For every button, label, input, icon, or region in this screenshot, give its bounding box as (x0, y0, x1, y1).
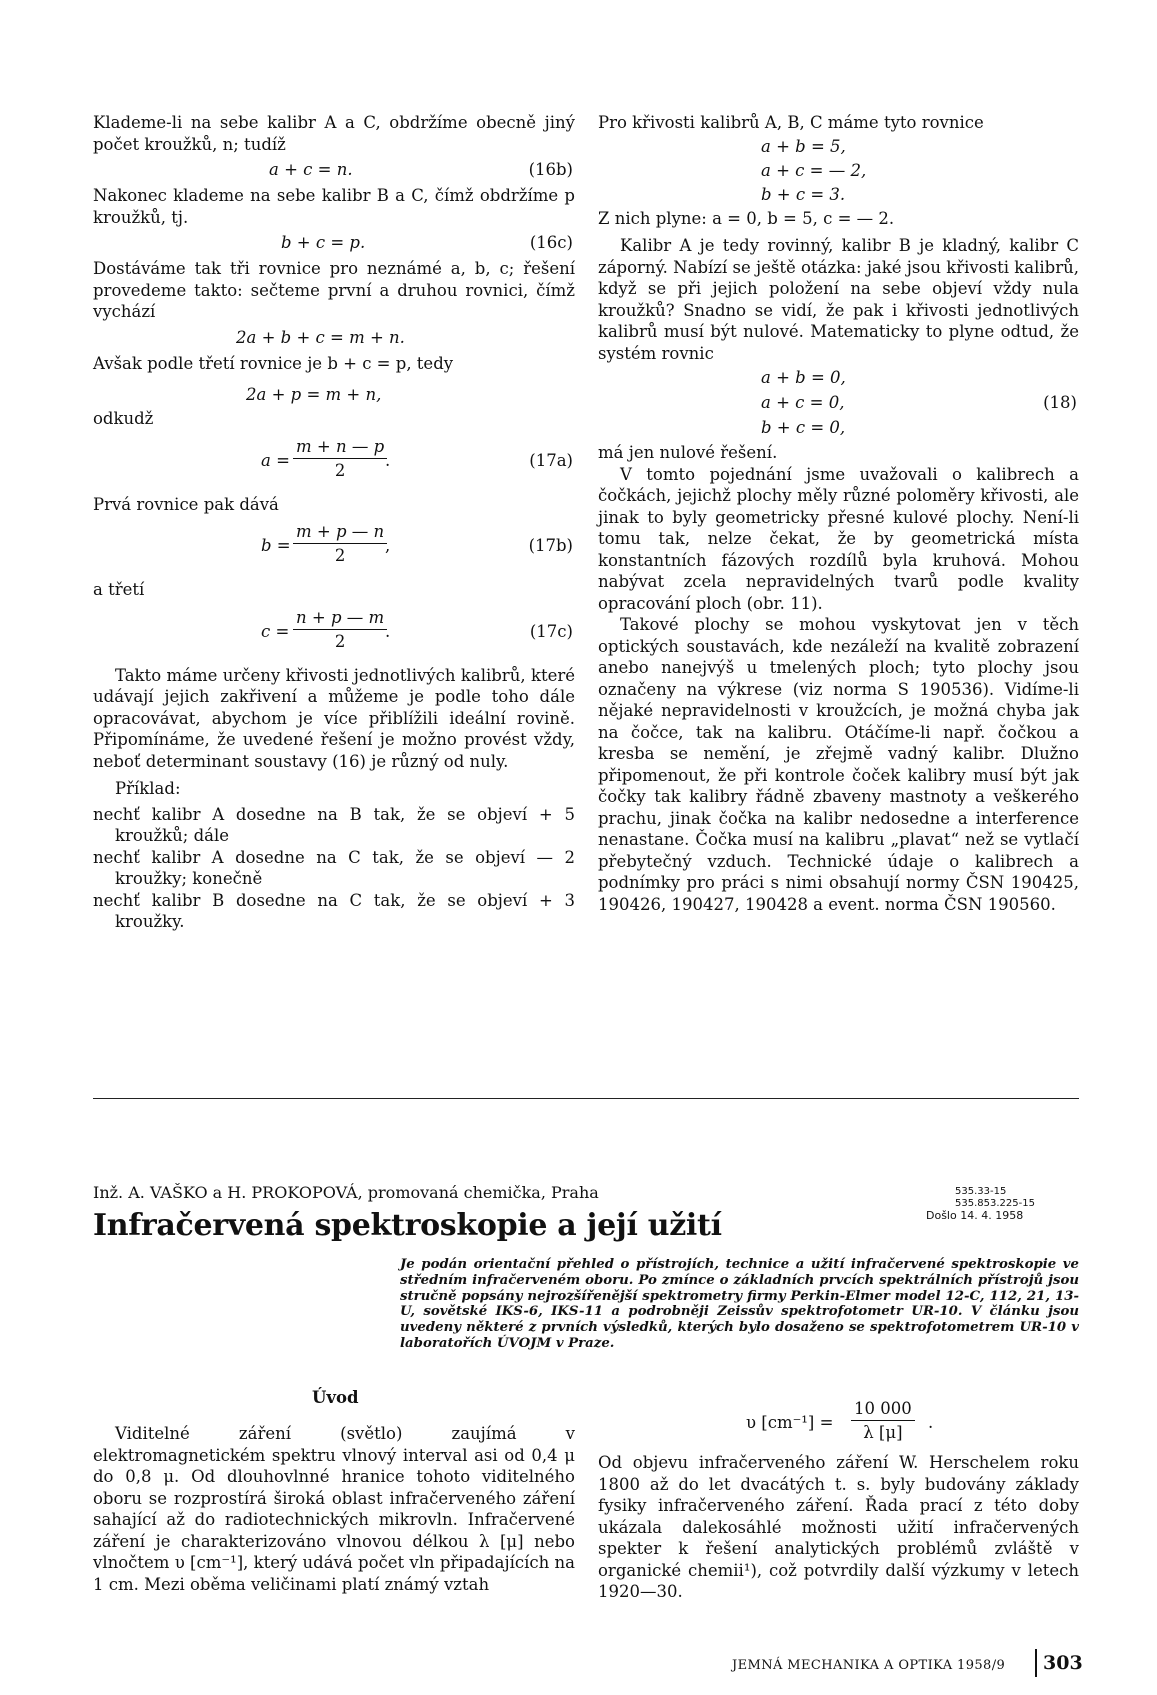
equation-text: a + c = 0, (761, 393, 845, 412)
fraction-numerator: n + p — m (293, 607, 387, 630)
equation-number: (18) (1043, 393, 1077, 412)
fraction-numerator: m + n — p (293, 436, 387, 459)
fraction-numerator: 10 000 (851, 1398, 915, 1421)
fraction-numerator: m + p — n (293, 521, 387, 544)
equation-text: b + c = 0, (761, 418, 846, 437)
equation-sum (93, 327, 575, 349)
classification-codes (955, 1186, 1035, 1209)
equation-system-1c (598, 184, 1079, 206)
equation-17a (93, 436, 575, 486)
equation-substitution (93, 384, 575, 406)
equation-punctuation: . (385, 450, 391, 470)
equation-text: b + c = p. (281, 233, 366, 252)
equation-system-2b (598, 392, 1079, 414)
fraction-denominator: 2 (334, 546, 346, 565)
example-item: nechť kalibr B dosedne na C tak, že se objeví + 3 kroužky. (93, 890, 575, 931)
footer-separator (1035, 1649, 1037, 1677)
equation-lhs: c = (261, 621, 290, 641)
equation-text: 2a + b + c = m + n. (236, 327, 405, 347)
paragraph: Kalibr A je tedy rovinný, kalibr B je kladný, kalibr C záporný. Nabízí se ještě otázka: jaké jsou křivosti kalibrů, když se při jejich položení na sebe objeví vždy nula kroužků? Snadno se vidí, že pak i křivosti jednotlivých kalibrů musí být nulové. Matematicky to plyne odtud, že systém rovnic (598, 236, 1079, 363)
paragraph: Dostáváme tak tři rovnice pro neznámé a, b, c; řešení provedeme takto: sečteme první a druhou rovnici, čímž vychází (93, 259, 575, 321)
intro-left-column (93, 1423, 575, 1595)
fraction (293, 436, 387, 483)
example-item: nechť kalibr A dosedne na B tak, že se objeví + 5 kroužků; dále (93, 804, 575, 845)
paragraph: Klademe-li na sebe kalibr A a C, obdržíme obecně jiný počet kroužků, n; tudíž (93, 113, 575, 154)
fraction (851, 1398, 915, 1445)
equation-17c (93, 607, 575, 657)
paragraph: Od objevu infračerveného záření W. Herschelem roku 1800 až do let dvacátých t. s. byly budovány základy fysiky infračerveného záření. Řada prací z této doby ukázala dalekosáhlé možnosti užití infračervených spekter k řešení analytických problémů zvláště v organické chemii¹), což potvrdily další výzkumy v letech 1920—30. (598, 1453, 1079, 1601)
paragraph: Viditelné záření (světlo) zaujímá v elektromagnetickém spektru vlnový interval asi od 0,4 μ do 0,8 μ. Od dlouhovlnné hranice tohoto viditelného oboru se rozprostírá široká oblast infračerveného záření sahající až do radiotechnických mikrovln. Infračervené záření je charakterizováno vlnovou délkou λ [μ] nebo vlnočtem υ [cm⁻¹], který udává počet vln připadajících na 1 cm. Mezi oběma veličinami platí známý vztah (93, 1424, 575, 1594)
paragraph: a třetí (93, 580, 145, 599)
equation-system-2a (598, 367, 1079, 389)
paragraph: Prvá rovnice pak dává (93, 494, 279, 514)
classification-code: 535.33-15 (955, 1186, 1007, 1197)
article-title: Infračervená spektroskopie a její užití (93, 1208, 722, 1243)
section-heading: Úvod (312, 1388, 359, 1407)
equation-text: 2a + p = m + n, (246, 385, 382, 404)
authors-affiliation: promovaná chemička, Praha (362, 1183, 599, 1202)
equation-punctuation: . (385, 621, 391, 641)
wavenumber-formula (598, 1398, 1079, 1448)
paragraph: má jen nulové řešení. (598, 443, 778, 462)
example-heading: Příklad: (115, 779, 181, 798)
equation-17b (93, 521, 575, 571)
equation-16b (93, 159, 575, 181)
equation-lhs: b = (261, 536, 291, 555)
fraction (293, 607, 387, 654)
intro-right-column (598, 1398, 1079, 1603)
section-divider (93, 1098, 1079, 1099)
equation-number: (16c) (529, 233, 573, 252)
formula-lhs: υ [cm⁻¹] = (746, 1413, 834, 1432)
equation-number: (17a) (529, 450, 573, 470)
equation-system-1b (598, 160, 1079, 182)
paragraph: Avšak podle třetí rovnice je b + c = p, tedy (93, 353, 454, 373)
equation-text: a + c = n. (269, 160, 353, 179)
equation-system-1a (598, 136, 1079, 158)
paragraph: Nakonec klademe na sebe kalibr B a C, čímž obdržíme p kroužků, tj. (93, 186, 575, 227)
formula-punctuation: . (928, 1413, 934, 1432)
article-authors (93, 1183, 599, 1202)
equation-lhs: a = (261, 450, 290, 470)
paragraph: Pro křivosti kalibrů A, B, C máme tyto rovnice (598, 113, 984, 132)
paragraph: Takto máme určeny křivosti jednotlivých kalibrů, které udávají jejich zakřivení a můžeme je podle toho dále opracovávat, abychom je více přiblížili ideální rovině. Připomínáme, že uvedené řešení je možno provést vždy, neboť determinant soustavy (16) je různý od nuly. (93, 665, 575, 771)
journal-name: JEMNÁ MECHANIKA A OPTIKA 1958/9 (732, 1658, 1006, 1673)
right-column (598, 112, 1079, 915)
authors-names: Inž. A. VAŠKO a H. PROKOPOVÁ, (93, 1183, 363, 1202)
fraction-denominator: λ [μ] (863, 1423, 903, 1442)
equation-text: b + c = 3. (761, 184, 846, 204)
equation-number: (17b) (528, 536, 573, 555)
equation-number: (16b) (528, 160, 573, 179)
equation-number: (17c) (529, 621, 573, 641)
equation-text: a + c = — 2, (761, 160, 867, 180)
fraction-denominator: 2 (334, 460, 346, 480)
equation-punctuation: , (385, 536, 391, 555)
received-date: Došlo 14. 4. 1958 (926, 1209, 1024, 1222)
equation-text: a + b = 5, (761, 136, 846, 156)
article-abstract: Je podán orientační přehled o přístrojích, technice a užití infračervené spektroskopie ve středním infračerveném oboru. Po zmínce o základních prvcích spektrálních přístrojů jsou stručně popsány nejrozšířenější spektrometry firmy Perkin-Elmer model 12-C, 112, 21, 13-U, sovětské IKS-6, IKS-11 a podrobněji Zeissův spektrofotometr UR-10. V článku jsou uvedeny některé z prvních výsledků, kterých bylo dosaženo se spektrofotometrem UR-10 v laboratořích ÚVOJM v Praze. (400, 1257, 1079, 1351)
example-item: nechť kalibr A dosedne na C tak, že se objeví — 2 kroužky; konečně (93, 847, 575, 888)
page-number: 303 (1043, 1652, 1083, 1674)
equation-system-2c (598, 417, 1079, 439)
paragraph: Z nich plyne: a = 0, b = 5, c = — 2. (598, 208, 895, 228)
left-column (93, 112, 575, 933)
paragraph: Takové plochy se mohou vyskytovat jen v těch optických soustavách, kde nezáleží na kvalitě zobrazení anebo nanejvýš u tmelených ploch; tyto plochy jsou označeny na výkrese (viz norma S 190536). Vidíme-li nějaké nepravidelnosti v kroužcích, je možná chyba jak na čočce, tak na kalibru. Otáčíme-li např. čočkou a kresba se nemění, je zřejmě vadný kalibr. Dlužno připomenout, že při kontrole čoček kalibry musí být jak čočky tak kalibry řádně zbaveny mastnoty a veškerého prachu, jinak čočka na kalibr nedosedne a interference nenastane. Čočka musí na kalibru „plavat“ než se vytlačí přebytečný vzduch. Technické údaje o kalibrech a podnímky pro práci s nimi obsahují normy ČSN 190425, 190426, 190427, 190428 a event. norma ČSN 190560. (598, 615, 1079, 914)
paragraph: V tomto pojednání jsme uvažovali o kalibrech a čočkách, jejichž plochy měly různé poloměry křivosti, ale jinak to byly geometricky přesné kulové plochy. Není-li tomu tak, nelze čekat, že by geometrická místa konstantních fázových rozdílů byla kruhová. Mohou nabývat zcela nepravidelných tvarů podle kvality opracování ploch (obr. 11). (598, 464, 1079, 613)
paragraph: odkudž (93, 409, 154, 428)
equation-text: a + b = 0, (761, 368, 846, 387)
equation-16c (93, 232, 575, 254)
classification-code: 535.853.225-15 (955, 1197, 1035, 1209)
fraction (293, 521, 387, 568)
fraction-denominator: 2 (334, 631, 346, 651)
